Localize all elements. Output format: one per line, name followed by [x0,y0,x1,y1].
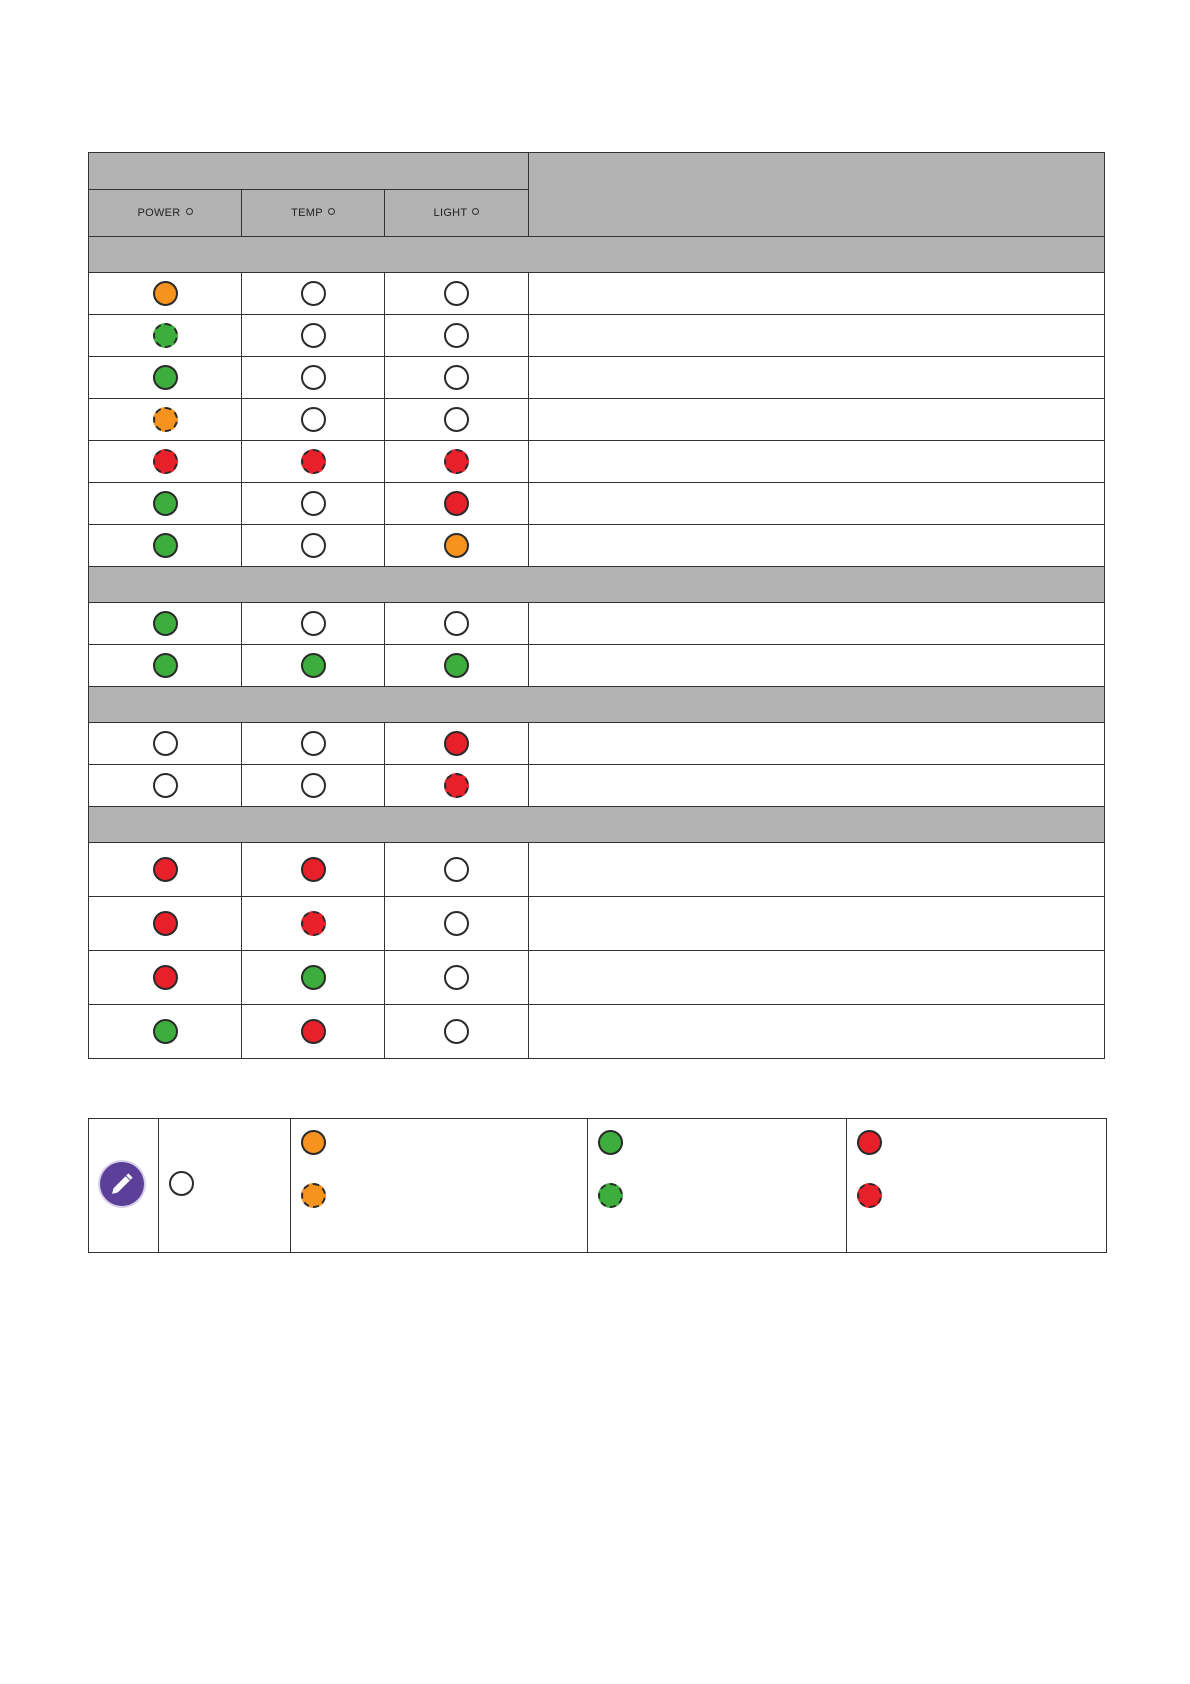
table-row [89,645,1105,687]
light-led-cell [385,951,529,1005]
power-column-header [89,190,242,237]
temp-led-solid-off-icon [301,491,326,516]
led-table-body [89,237,1105,1059]
status-description-cell [529,357,1105,399]
light-led-cell [385,483,529,525]
light-led-flash-red-icon [444,449,469,474]
section-header-row [89,567,1105,603]
temp-led-cell [242,441,385,483]
temp-led-cell [242,843,385,897]
table-row [89,897,1105,951]
power-led-cell [89,273,242,315]
temp-led-cell [242,315,385,357]
status-description-cell [529,723,1105,765]
temp-led-solid-green-icon [301,653,326,678]
power-led-cell [89,765,242,807]
legend-red-led [857,1130,882,1155]
table-row [89,357,1105,399]
temp-led-cell [242,525,385,567]
temp-led-solid-red-icon [301,1019,326,1044]
section-header-cell [89,807,1105,843]
power-led-cell [89,441,242,483]
section-header-cell [89,237,1105,273]
temp-led-cell [242,1005,385,1059]
power-led-cell [89,525,242,567]
table-row [89,951,1105,1005]
status-description-header [529,153,1105,237]
status-description-cell [529,951,1105,1005]
power-led-solid-orange-icon [153,281,178,306]
light-led-solid-off-icon [444,407,469,432]
legend-row [89,1119,1107,1253]
legend-green-flash-led [598,1183,623,1208]
status-description-cell [529,603,1105,645]
legend-red-flash-led [857,1183,882,1208]
light-led-solid-red-icon [444,491,469,516]
legend-off-led [169,1171,194,1196]
table-row [89,723,1105,765]
temp-led-solid-red-icon [301,857,326,882]
power-led-solid-green-icon [153,653,178,678]
legend-off-cell [159,1119,291,1253]
temp-led-cell [242,723,385,765]
light-led-cell [385,723,529,765]
legend-orange-flash-led [301,1183,326,1208]
status-description-cell [529,399,1105,441]
temp-led-cell [242,951,385,1005]
light-led-cell [385,441,529,483]
legend-orange-cell [291,1119,588,1253]
temp-led-flash-red-icon [301,449,326,474]
temp-led-solid-off-icon [301,365,326,390]
temp-led-cell [242,897,385,951]
light-label: LIGHT [433,207,468,219]
table-row [89,765,1105,807]
power-led-cell [89,1005,242,1059]
power-led-solid-red-icon [153,911,178,936]
status-description-cell [529,483,1105,525]
note-icon-cell [89,1119,159,1253]
light-led-solid-off-icon [444,911,469,936]
led-group-header [89,153,529,190]
light-led-flash-red-icon [444,773,469,798]
table-row [89,525,1105,567]
power-led-solid-green-icon [153,491,178,516]
light-led-cell [385,897,529,951]
power-led-cell [89,357,242,399]
legend-orange-led [301,1130,326,1155]
legend-red-cell [847,1119,1107,1253]
light-led-solid-orange-icon [444,533,469,558]
power-led-solid-green-icon [153,365,178,390]
table-row [89,441,1105,483]
section-header-row [89,807,1105,843]
power-led-solid-off-icon [153,773,178,798]
power-led-cell [89,843,242,897]
temp-led-solid-off-icon [301,281,326,306]
temp-label: TEMP [291,207,323,219]
table-row [89,483,1105,525]
status-description-cell [529,843,1105,897]
light-led-solid-off-icon [444,323,469,348]
legend-note-box [88,1118,1107,1253]
light-led-cell [385,399,529,441]
power-led-flash-red-icon [153,449,178,474]
pencil-icon [100,1162,144,1206]
light-led-solid-off-icon [444,1019,469,1044]
power-led-solid-red-icon [153,965,178,990]
light-led-solid-off-icon [444,611,469,636]
power-led-solid-green-icon [153,533,178,558]
indicator-dot-icon [472,208,479,215]
legend-green-led [598,1130,623,1155]
temp-led-cell [242,483,385,525]
light-led-solid-green-icon [444,653,469,678]
table-row [89,273,1105,315]
power-led-solid-red-icon [153,857,178,882]
table-row [89,603,1105,645]
temp-led-cell [242,357,385,399]
temp-led-solid-off-icon [301,407,326,432]
status-description-cell [529,765,1105,807]
temp-led-cell [242,273,385,315]
light-led-cell [385,843,529,897]
light-led-cell [385,1005,529,1059]
status-description-cell [529,525,1105,567]
table-row [89,315,1105,357]
power-led-cell [89,399,242,441]
light-led-solid-off-icon [444,857,469,882]
temp-led-cell [242,765,385,807]
status-description-cell [529,273,1105,315]
power-led-cell [89,603,242,645]
light-led-cell [385,357,529,399]
power-led-solid-green-icon [153,611,178,636]
temp-led-flash-red-icon [301,911,326,936]
light-led-solid-off-icon [444,965,469,990]
power-led-flash-green-icon [153,323,178,348]
power-label: POWER [137,207,181,219]
temp-led-cell [242,645,385,687]
table-row [89,843,1105,897]
power-led-cell [89,483,242,525]
power-led-cell [89,723,242,765]
header-top-row [89,153,1105,190]
status-description-cell [529,645,1105,687]
temp-led-cell [242,399,385,441]
section-header-row [89,687,1105,723]
indicator-dot-icon [328,208,335,215]
status-description-cell [529,897,1105,951]
power-led-cell [89,951,242,1005]
light-led-cell [385,645,529,687]
table-row [89,399,1105,441]
temp-led-solid-off-icon [301,611,326,636]
temp-led-cell [242,603,385,645]
light-column-header [385,190,529,237]
legend-green-cell [588,1119,847,1253]
section-header-row [89,237,1105,273]
light-led-solid-off-icon [444,365,469,390]
temp-led-solid-off-icon [301,323,326,348]
temp-led-solid-off-icon [301,533,326,558]
light-led-solid-red-icon [444,731,469,756]
indicator-dot-icon [186,208,193,215]
power-led-flash-orange-icon [153,407,178,432]
power-led-cell [89,315,242,357]
temp-column-header [242,190,385,237]
power-led-solid-off-icon [153,731,178,756]
light-led-solid-off-icon [444,281,469,306]
power-led-cell [89,897,242,951]
temp-led-solid-green-icon [301,965,326,990]
light-led-cell [385,603,529,645]
led-indicator-table [88,152,1105,1059]
light-led-cell [385,765,529,807]
status-description-cell [529,441,1105,483]
section-header-cell [89,567,1105,603]
temp-led-solid-off-icon [301,731,326,756]
status-description-cell [529,315,1105,357]
power-led-cell [89,645,242,687]
light-led-cell [385,273,529,315]
temp-led-solid-off-icon [301,773,326,798]
light-led-cell [385,525,529,567]
power-led-solid-green-icon [153,1019,178,1044]
light-led-cell [385,315,529,357]
section-header-cell [89,687,1105,723]
table-row [89,1005,1105,1059]
status-description-cell [529,1005,1105,1059]
